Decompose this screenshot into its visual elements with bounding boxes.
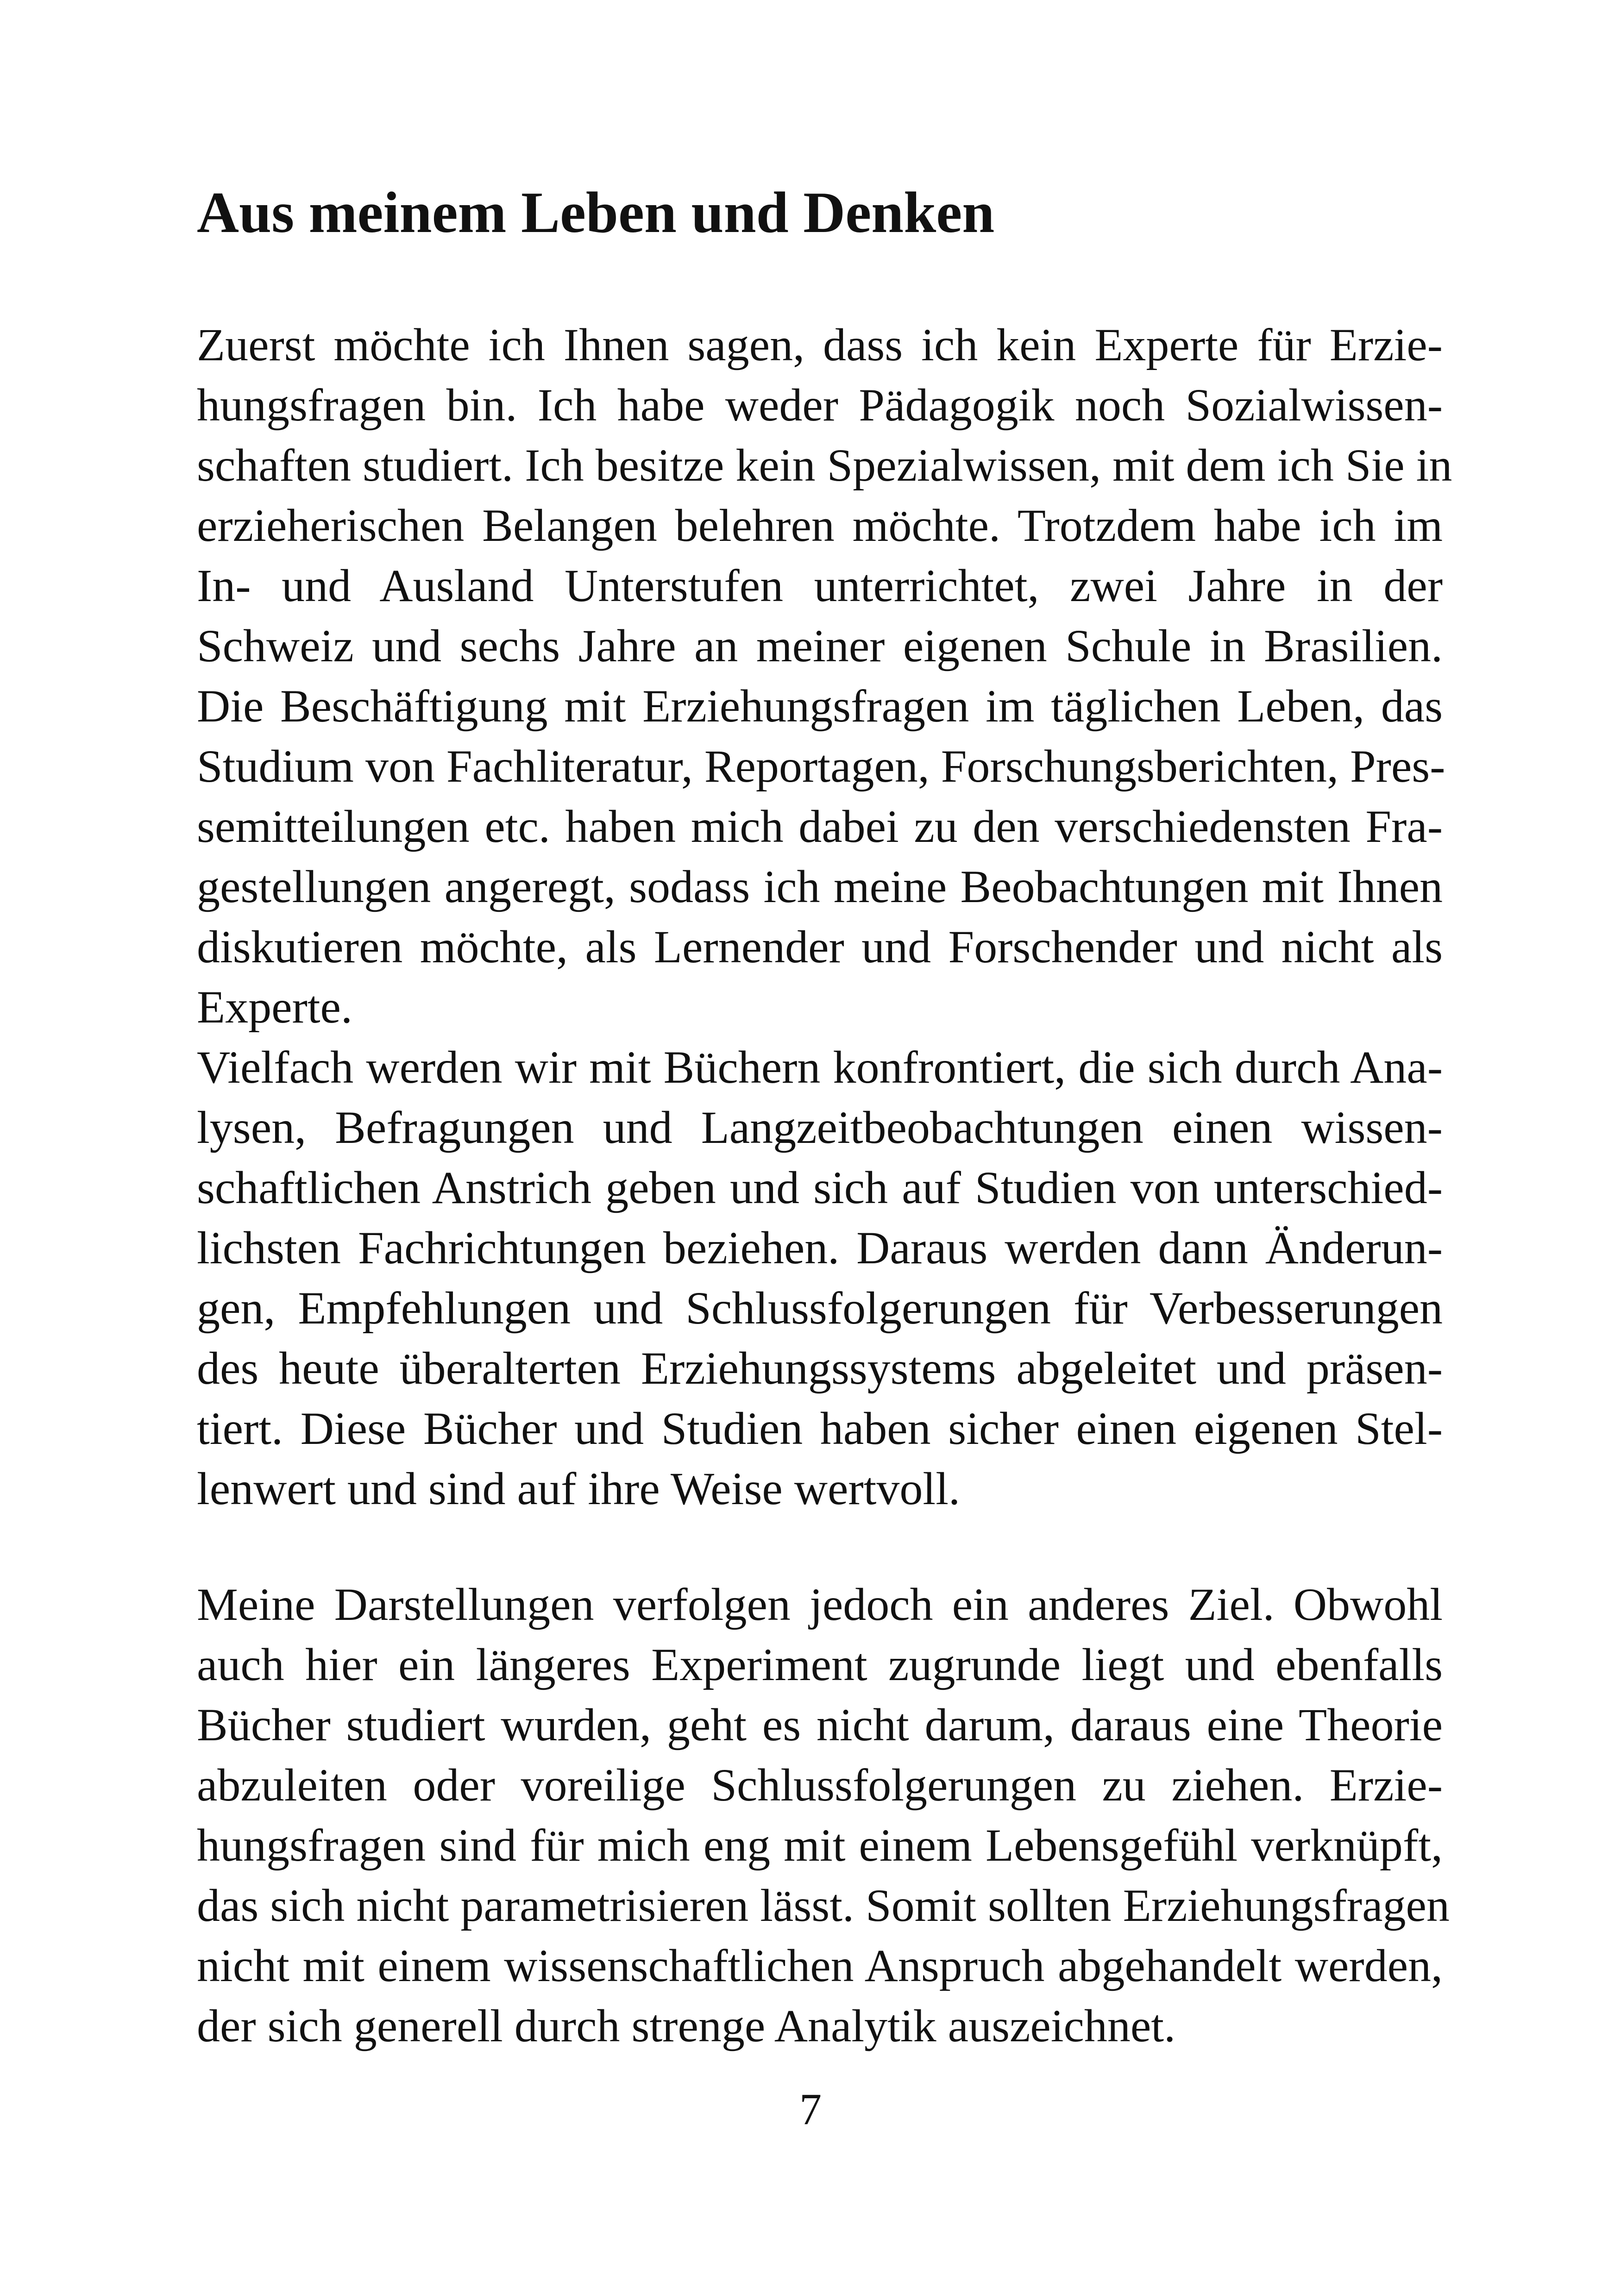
text-line: Studium von Fachliteratur, Reportagen, Forschungsberichten, Pres- <box>197 740 1445 792</box>
text-line: Zuerst möchte ich Ihnen sagen, dass ich kein Experte für Erzie- <box>197 319 1443 370</box>
text-line: erzieherischen Belangen belehren möchte. Trotzdem habe ich im <box>197 500 1443 551</box>
text-line: semitteilungen etc. haben mich dabei zu den verschiedensten Fra- <box>197 801 1443 852</box>
text-line: der sich generell durch strenge Analytik auszeichnet. <box>197 2000 1176 2051</box>
text-line: des heute überalterten Erziehungssystems abgeleitet und präsen- <box>197 1342 1443 1394</box>
text-line: nicht mit einem wissenschaftlichen Anspruch abgehandelt werden, <box>197 1940 1443 1991</box>
text-line: diskutieren möchte, als Lernender und Forschender und nicht als <box>197 921 1443 972</box>
text-line: lichsten Fachrichtungen beziehen. Daraus werden dann Änderun- <box>197 1222 1443 1273</box>
text-line: tiert. Diese Bücher und Studien haben sicher einen eigenen Stel- <box>197 1403 1443 1454</box>
text-line: hungsfragen bin. Ich habe weder Pädagogik noch Sozialwissen- <box>197 379 1443 431</box>
text-line: abzuleiten oder voreilige Schlussfolgerungen zu ziehen. Erzie- <box>197 1759 1443 1811</box>
text-line: Meine Darstellungen verfolgen jedoch ein anderes Ziel. Obwohl <box>197 1579 1443 1630</box>
paragraph-1 <box>197 315 1452 1519</box>
text-line: hungsfragen sind für mich eng mit einem Lebensgefühl verknüpft, <box>197 1819 1443 1871</box>
text-line: In- und Ausland Unterstufen unterrichtet, zwei Jahre in der <box>197 560 1443 611</box>
page-number: 7 <box>799 2084 822 2134</box>
text-line: Vielfach werden wir mit Büchern konfrontiert, die sich durch Ana- <box>197 1041 1443 1093</box>
text-line: lenwert und sind auf ihre Weise wertvoll. <box>197 1463 960 1514</box>
text-line: gen, Empfehlungen und Schlussfolgerungen für Verbesserungen <box>197 1282 1443 1334</box>
text-line: schaftlichen Anstrich geben und sich auf Studien von unterschied- <box>197 1162 1443 1213</box>
text-line: Experte. <box>197 981 352 1033</box>
text-line: Schweiz und sechs Jahre an meiner eigenen Schule in Brasilien. <box>197 620 1443 671</box>
text-line: Die Beschäftigung mit Erziehungsfragen im täglichen Leben, das <box>197 680 1443 732</box>
text-line: gestellungen angeregt, sodass ich meine Beobachtungen mit Ihnen <box>197 861 1443 912</box>
text-line: schaften studiert. Ich besitze kein Spezialwissen, mit dem ich Sie in <box>197 439 1452 491</box>
text-line: lysen, Befragungen und Langzeitbeobachtungen einen wissen- <box>197 1102 1443 1153</box>
text-line: Bücher studiert wurden, geht es nicht darum, daraus eine Theorie <box>197 1699 1443 1750</box>
text-line: auch hier ein längeres Experiment zugrunde liegt und ebenfalls <box>197 1639 1443 1690</box>
paragraph-2 <box>197 1575 1450 2056</box>
chapter-title: Aus meinem Leben und Denken <box>197 181 995 245</box>
text-line: das sich nicht parametrisieren lässt. Somit sollten Erziehungsfragen <box>197 1880 1450 1931</box>
